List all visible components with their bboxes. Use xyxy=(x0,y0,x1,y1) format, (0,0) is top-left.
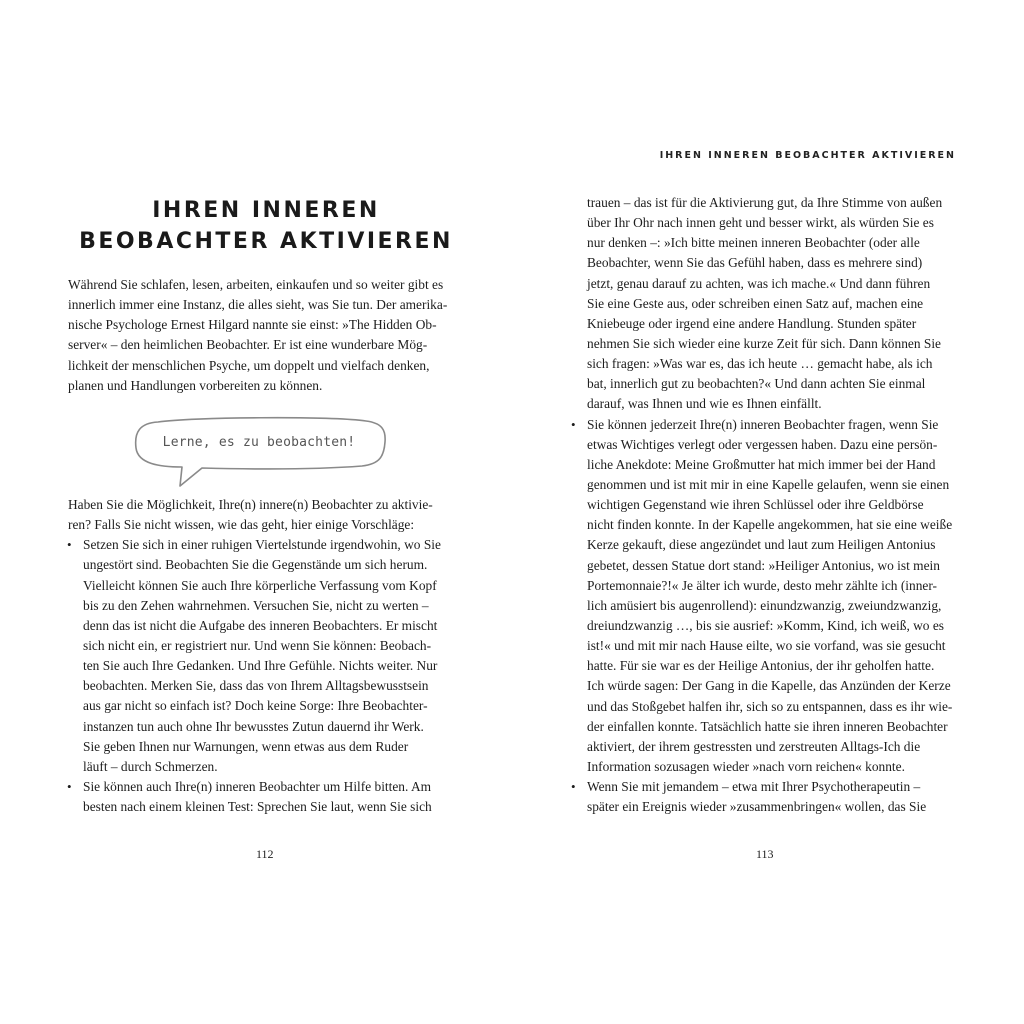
text-line xyxy=(68,576,441,596)
text-line xyxy=(572,777,952,797)
text-line-content: darauf, was Ihnen und wie es Ihnen einfällt. xyxy=(587,396,822,412)
text-line-content: über Ihr Ohr nach innen geht und besser wirkt, als würden Sie es xyxy=(587,215,934,231)
text-line xyxy=(68,777,441,797)
chapter-title xyxy=(68,195,464,257)
text-line xyxy=(68,797,441,817)
text-line-content: beobachten. Merken Sie, dass das von Ihrem Alltagsbewusstsein xyxy=(83,678,429,694)
text-line xyxy=(572,636,952,656)
text-line-content: Kniebeuge oder irgend eine andere Handlung. Stunden später xyxy=(587,315,917,331)
text-line-content: lich amüsiert bis augenrollend): einundzwanzig, zweiundzwanzig, xyxy=(587,597,942,613)
text-line xyxy=(68,636,441,656)
text-line-content: ten Sie auch Ihre Gedanken. Und Ihre Gefühle. Nichts weiter. Nur xyxy=(83,658,438,674)
text-line xyxy=(572,394,952,414)
text-line xyxy=(572,374,952,394)
text-line xyxy=(572,535,952,555)
text-line xyxy=(572,213,952,233)
bullet-icon: • xyxy=(571,416,576,432)
text-line xyxy=(572,294,952,314)
text-line xyxy=(572,616,952,636)
text-line xyxy=(68,376,447,396)
bullet-icon: • xyxy=(571,779,576,795)
bullet-icon: • xyxy=(67,537,72,553)
text-line-content: bis zu den Zehen wahrnehmen. Versuchen Sie, nicht zu werten – xyxy=(83,597,429,613)
text-line xyxy=(572,193,952,213)
text-line xyxy=(68,757,441,777)
continued-bullet-text xyxy=(572,193,952,415)
text-line xyxy=(572,556,952,576)
text-line-content: lichkeit der menschlichen Psyche, um doppelt und vielfach denken, xyxy=(68,357,430,373)
right-page-text xyxy=(572,193,952,817)
text-line-content: planen und Handlungen vorbereiten zu können. xyxy=(68,377,323,393)
text-line-content: Sie können jederzeit Ihre(n) inneren Beobachter fragen, wenn Sie xyxy=(587,416,939,432)
text-line xyxy=(572,253,952,273)
text-line xyxy=(572,717,952,737)
text-line-content: Kerze gekauft, diese angezündet und laut zum Heiligen Antonius xyxy=(587,537,936,553)
text-line-content: dreiundzwanzig …, bis sie ausrief: »Komm, Kind, ich weiß, wo es xyxy=(587,617,945,633)
text-line xyxy=(572,435,952,455)
text-line xyxy=(68,737,441,757)
text-line-content: und das Stoßgebet halfen ihr, sich so zu entspannen, dass es ihr wie- xyxy=(587,698,953,714)
text-line xyxy=(572,676,952,696)
text-line-content: denn das ist nicht die Aufgabe des inneren Beobachters. Er mischt xyxy=(83,617,438,633)
text-line xyxy=(68,696,441,716)
text-line-content: ren? Falls Sie nicht wissen, wie das geht, hier einige Vorschläge: xyxy=(68,517,415,533)
text-line xyxy=(68,295,447,315)
text-line xyxy=(572,334,952,354)
text-line xyxy=(68,515,441,535)
bullet-icon: • xyxy=(67,778,72,794)
text-line xyxy=(572,656,952,676)
text-line-content: der einfallen konnte. Tatsächlich hatte sie ihren inneren Beobachter xyxy=(587,718,948,734)
text-line xyxy=(68,356,447,376)
text-line-content: ungestört sind. Beobachten Sie die Gegenstände um sich herum. xyxy=(83,557,428,573)
text-line-content: bat, innerlich gut zu beobachten?« Und dann achten Sie einmal xyxy=(587,376,926,392)
text-line-content: nische Psychologe Ernest Hilgard nannte sie einst: »The Hidden Ob- xyxy=(68,317,437,333)
speech-bubble xyxy=(130,414,390,490)
text-line-content: server« – den heimlichen Beobachter. Er ist eine wunderbare Mög- xyxy=(68,337,428,353)
text-line xyxy=(68,596,441,616)
text-line-content: etwas Wichtiges verlegt oder vergessen haben. Dazu eine persön- xyxy=(587,436,938,452)
text-line xyxy=(572,495,952,515)
text-line-content: Information sozusagen wieder »nach vorn reichen« konnte. xyxy=(587,758,905,774)
text-line xyxy=(68,555,441,575)
text-line-content: liche Anekdote: Meine Großmutter hat mich immer bei der Hand xyxy=(587,456,936,472)
text-line xyxy=(572,274,952,294)
text-line-content: jetzt, genau darauf zu achten, was ich mache.« Und dann führen xyxy=(587,275,931,291)
bullet-item xyxy=(68,777,441,817)
text-line-content: sich fragen: »Was war es, das ich heute … gemacht habe, als ich xyxy=(587,356,933,372)
page-number: 113 xyxy=(756,847,774,861)
text-line-content: genommen und ist mit mir in eine Kapelle gelaufen, wenn sie einen xyxy=(587,476,950,492)
text-line-content: Sie geben Ihnen nur Warnungen, wenn etwas aus dem Ruder xyxy=(83,738,409,754)
text-line xyxy=(68,616,441,636)
text-line-content: Wenn Sie mit jemandem – etwa mit Ihrer Psychotherapeutin – xyxy=(587,779,921,795)
text-line-content: besten nach einem kleinen Test: Sprechen Sie laut, wenn Sie sich xyxy=(83,799,432,815)
text-line xyxy=(572,737,952,757)
text-line xyxy=(572,596,952,616)
text-line-content: instanzen tun auch ohne Ihr bewusstes Zutun dauernd ihr Werk. xyxy=(83,718,424,734)
text-line-content: aus gar nicht so einfach ist? Doch keine Sorge: Ihre Beobachter- xyxy=(83,698,428,714)
text-line xyxy=(68,676,441,696)
text-line-content: nicht finden konnte. In der Kapelle angekommen, hat sie eine weiße xyxy=(587,517,953,533)
text-line xyxy=(68,315,447,335)
text-line xyxy=(572,475,952,495)
text-line-content: Ich würde sagen: Der Gang in die Kapelle, das Anzünden der Kerze xyxy=(587,678,951,694)
text-line xyxy=(572,697,952,717)
text-line xyxy=(68,275,447,295)
text-line-content: ist!« und mit mir nach Hause eilte, wo sie vorfand, was sie gesucht xyxy=(587,638,946,654)
text-line xyxy=(572,757,952,777)
text-line-content: gebetet, dessen Statue dort stand: »Heiliger Antonius, wo ist mein xyxy=(587,557,940,573)
text-line-content: sich nicht ein, er registriert nur. Und wenn Sie können: Beobach- xyxy=(83,637,432,653)
text-line-content: innerlich immer eine Instanz, die alles sieht, was Sie tun. Der amerika- xyxy=(68,297,448,313)
text-line xyxy=(572,233,952,253)
text-line xyxy=(572,314,952,334)
text-line-content: Während Sie schlafen, lesen, arbeiten, einkaufen und so weiter gibt es xyxy=(68,277,444,292)
suggestions-intro xyxy=(68,495,441,535)
bullet-item xyxy=(572,777,952,817)
text-line-content: trauen – das ist für die Aktivierung gut, da Ihre Stimme von außen xyxy=(587,195,943,210)
text-line xyxy=(572,576,952,596)
text-line xyxy=(68,656,441,676)
text-line xyxy=(68,335,447,355)
text-line xyxy=(68,535,441,555)
text-line-content: Vielleicht können Sie auch Ihre körperliche Verfassung vom Kopf xyxy=(83,577,437,593)
running-head: IHREN INNEREN BEOBACHTER AKTIVIEREN xyxy=(659,150,956,161)
speech-bubble-icon xyxy=(130,414,390,490)
text-line xyxy=(68,717,441,737)
chapter-title-line: IHREN INNEREN xyxy=(152,198,380,223)
speech-bubble-text: Lerne, es zu beobachten! xyxy=(162,435,356,450)
page-number: 112 xyxy=(256,847,274,861)
bullet-item xyxy=(572,415,952,778)
text-line-content: hatte. Für sie war es der Heilige Antonius, der ihr geholfen hatte. xyxy=(587,658,935,674)
text-line xyxy=(572,455,952,475)
suggestions-section xyxy=(68,495,441,817)
text-line xyxy=(572,515,952,535)
text-line-content: läuft – durch Schmerzen. xyxy=(83,758,218,774)
intro-paragraph xyxy=(68,275,447,396)
text-line xyxy=(68,495,441,515)
text-line-content: Haben Sie die Möglichkeit, Ihre(n) innere(n) Beobachter zu aktivie- xyxy=(68,497,433,512)
text-line xyxy=(572,415,952,435)
text-line-content: aktiviert, der ihrem gestressten und zerstreuten Alltags-Ich die xyxy=(587,738,921,754)
text-line-content: Sie eine Geste aus, oder schreiben einen Satz auf, machen eine xyxy=(587,295,924,311)
text-line-content: wichtigen Gegenstand wie ihren Schlüssel oder ihre Geldbörse xyxy=(587,497,924,513)
text-line xyxy=(572,797,952,817)
bullet-item xyxy=(68,535,441,777)
text-line-content: nur denken –: »Ich bitte meinen inneren Beobachter (oder alle xyxy=(587,235,920,251)
text-line xyxy=(572,354,952,374)
text-line-content: Portemonnaie?!« Je älter ich wurde, desto mehr zählte ich (inner- xyxy=(587,577,937,593)
text-line-content: Beobachter, wenn Sie das Gefühl haben, dass es mehrere sind) xyxy=(587,255,923,271)
text-line-content: später ein Ereignis wieder »zusammenbringen« wollen, das Sie xyxy=(587,799,927,815)
text-line-content: Setzen Sie sich in einer ruhigen Viertelstunde irgendwohin, wo Sie xyxy=(83,537,441,553)
text-line-content: Sie können auch Ihre(n) inneren Beobachter um Hilfe bitten. Am xyxy=(83,778,432,794)
text-line-content: nehmen Sie sich wieder eine kurze Zeit für sich. Dann können Sie xyxy=(587,335,941,351)
chapter-title-line: BEOBACHTER AKTIVIEREN xyxy=(79,229,453,254)
